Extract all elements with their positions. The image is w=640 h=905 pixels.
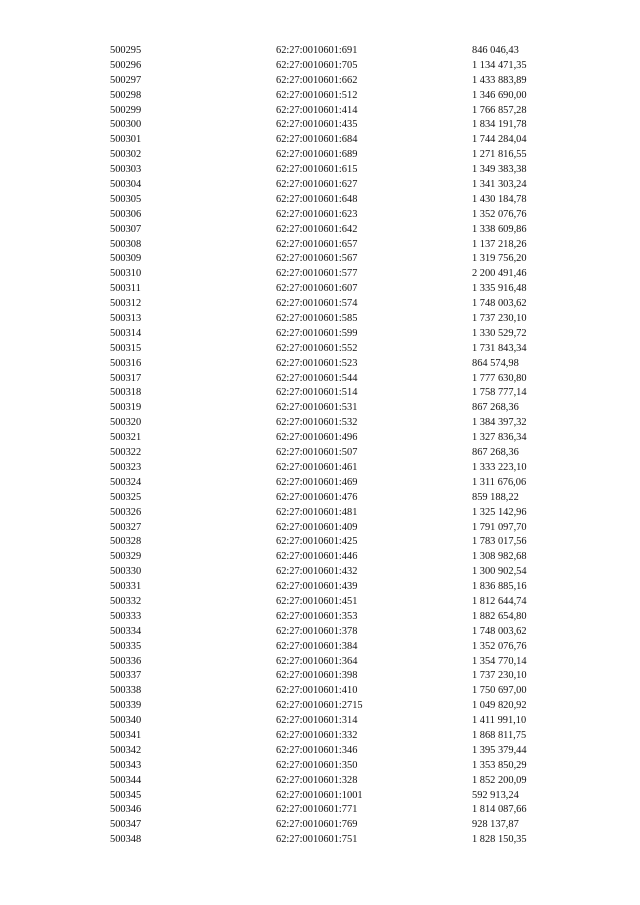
table-row: [110, 193, 550, 208]
table-row: [110, 521, 550, 536]
value-cell: 859 188,22: [472, 491, 519, 503]
value-cell: 1 352 076,76: [472, 208, 527, 220]
value-cell: 1 882 654,80: [472, 610, 527, 622]
value-cell: 1 354 770,14: [472, 655, 527, 667]
value-cell: 1 137 218,26: [472, 238, 527, 250]
cadastral-number-cell: 62:27:0010601:751: [276, 834, 358, 846]
cadastral-number-cell: 62:27:0010601:689: [276, 149, 358, 161]
row-id-cell: 500303: [110, 164, 142, 176]
value-cell: 1 791 097,70: [472, 521, 527, 533]
table-row: [110, 163, 550, 178]
table-row: [110, 431, 550, 446]
table-row: [110, 610, 550, 625]
row-id-cell: 500340: [110, 715, 142, 727]
value-cell: 867 268,36: [472, 447, 519, 459]
value-cell: 1 338 609,86: [472, 223, 527, 235]
cadastral-number-cell: 62:27:0010601:691: [276, 45, 358, 56]
cadastral-number-cell: 62:27:0010601:684: [276, 134, 358, 146]
value-cell: 1 352 076,76: [472, 640, 527, 652]
value-cell: 867 268,36: [472, 402, 519, 414]
cadastral-number-cell: 62:27:0010601:648: [276, 193, 358, 205]
row-id-cell: 500319: [110, 402, 142, 414]
value-cell: 1 395 379,44: [472, 744, 527, 756]
cadastral-number-cell: 62:27:0010601:332: [276, 729, 358, 741]
value-cell: 1 744 284,04: [472, 134, 527, 146]
cadastral-number-cell: 62:27:0010601:507: [276, 447, 358, 459]
table-row: [110, 803, 550, 818]
row-id-cell: 500305: [110, 193, 142, 205]
value-cell: 864 574,98: [472, 357, 519, 369]
table-row: [110, 342, 550, 357]
cadastral-number-cell: 62:27:0010601:481: [276, 506, 358, 518]
cadastral-number-cell: 62:27:0010601:2715: [276, 700, 363, 712]
cadastral-number-cell: 62:27:0010601:414: [276, 104, 358, 116]
table-row: [110, 476, 550, 491]
cadastral-number-cell: 62:27:0010601:432: [276, 566, 358, 578]
value-cell: 928 137,87: [472, 819, 519, 831]
cadastral-number-cell: 62:27:0010601:623: [276, 208, 358, 220]
row-id-cell: 500331: [110, 581, 142, 593]
row-id-cell: 500309: [110, 253, 142, 265]
table-row: [110, 535, 550, 550]
cadastral-number-cell: 62:27:0010601:531: [276, 402, 358, 414]
table-row: [110, 357, 550, 372]
row-id-cell: 500324: [110, 476, 142, 488]
table-row: [110, 729, 550, 744]
row-id-cell: 500307: [110, 223, 142, 235]
row-id-cell: 500304: [110, 179, 142, 191]
table-row: [110, 282, 550, 297]
value-cell: 1 430 184,78: [472, 193, 527, 205]
value-cell: 1 335 916,48: [472, 283, 527, 295]
row-id-cell: 500347: [110, 819, 142, 831]
row-id-cell: 500344: [110, 774, 142, 786]
value-cell: 1 311 676,06: [472, 476, 527, 488]
row-id-cell: 500336: [110, 655, 142, 667]
value-cell: 1 134 471,35: [472, 59, 527, 71]
row-id-cell: 500306: [110, 208, 142, 220]
table-row: [110, 312, 550, 327]
row-id-cell: 500314: [110, 327, 142, 339]
table-row: [110, 148, 550, 163]
table-row: [110, 327, 550, 342]
cadastral-number-cell: 62:27:0010601:328: [276, 774, 358, 786]
row-id-cell: 500337: [110, 670, 142, 682]
cadastral-number-cell: 62:27:0010601:451: [276, 595, 358, 607]
cadastral-number-cell: 62:27:0010601:585: [276, 313, 358, 325]
cadastral-number-cell: 62:27:0010601:512: [276, 89, 358, 101]
cadastral-number-cell: 62:27:0010601:615: [276, 164, 358, 176]
row-id-cell: 500339: [110, 700, 142, 712]
table-row: [110, 208, 550, 223]
cadastral-number-cell: 62:27:0010601:1001: [276, 789, 363, 801]
value-cell: 1 748 003,62: [472, 298, 527, 310]
cadastral-number-cell: 62:27:0010601:574: [276, 298, 358, 310]
row-id-cell: 500328: [110, 536, 142, 548]
value-cell: 1 868 811,75: [472, 729, 527, 741]
table-row: [110, 565, 550, 580]
value-cell: 846 046,43: [472, 45, 519, 56]
value-cell: 1 433 883,89: [472, 74, 527, 86]
table-row: [110, 297, 550, 312]
row-id-cell: 500325: [110, 491, 142, 503]
value-cell: 1 333 223,10: [472, 461, 527, 473]
cadastral-number-cell: 62:27:0010601:771: [276, 804, 358, 816]
row-id-cell: 500300: [110, 119, 142, 131]
cadastral-number-cell: 62:27:0010601:350: [276, 759, 358, 771]
row-id-cell: 500315: [110, 342, 142, 354]
row-id-cell: 500346: [110, 804, 142, 816]
value-cell: 1 731 843,34: [472, 342, 527, 354]
cadastral-number-cell: 62:27:0010601:577: [276, 268, 358, 280]
cadastral-number-cell: 62:27:0010601:567: [276, 253, 358, 265]
table-row: [110, 89, 550, 104]
cadastral-number-cell: 62:27:0010601:599: [276, 327, 358, 339]
cadastral-number-cell: 62:27:0010601:425: [276, 536, 358, 548]
table-row: [110, 44, 550, 59]
cadastral-number-cell: 62:27:0010601:705: [276, 59, 358, 71]
table-row: [110, 759, 550, 774]
cadastral-number-cell: 62:27:0010601:410: [276, 685, 358, 697]
table-row: [110, 416, 550, 431]
table-row: [110, 699, 550, 714]
row-id-cell: 500311: [110, 283, 141, 295]
value-cell: 2 200 491,46: [472, 268, 527, 280]
value-cell: 1 814 087,66: [472, 804, 527, 816]
row-id-cell: 500312: [110, 298, 142, 310]
cadastral-number-cell: 62:27:0010601:409: [276, 521, 358, 533]
table-row: [110, 461, 550, 476]
cadastral-number-cell: 62:27:0010601:384: [276, 640, 358, 652]
table-row: [110, 238, 550, 253]
cadastral-number-cell: 62:27:0010601:469: [276, 476, 358, 488]
row-id-cell: 500298: [110, 89, 142, 101]
table-row: [110, 655, 550, 670]
value-cell: 1 750 697,00: [472, 685, 527, 697]
table-row: [110, 774, 550, 789]
cadastral-number-cell: 62:27:0010601:476: [276, 491, 358, 503]
row-id-cell: 500334: [110, 625, 142, 637]
table-row: [110, 506, 550, 521]
table-row: [110, 744, 550, 759]
table-row: [110, 669, 550, 684]
table-row: [110, 74, 550, 89]
cadastral-number-cell: 62:27:0010601:523: [276, 357, 358, 369]
table-row: [110, 446, 550, 461]
table-row: [110, 684, 550, 699]
cadastral-number-cell: 62:27:0010601:544: [276, 372, 358, 384]
row-id-cell: 500295: [110, 45, 142, 56]
table-row: [110, 178, 550, 193]
value-cell: 1 411 991,10: [472, 715, 527, 727]
row-id-cell: 500321: [110, 432, 142, 444]
table-row: [110, 267, 550, 282]
value-cell: 1 327 836,34: [472, 432, 527, 444]
value-cell: 1 384 397,32: [472, 417, 527, 429]
cadastral-number-cell: 62:27:0010601:496: [276, 432, 358, 444]
value-cell: 1 325 142,96: [472, 506, 527, 518]
value-cell: 1 737 230,10: [472, 313, 527, 325]
row-id-cell: 500313: [110, 313, 142, 325]
row-id-cell: 500338: [110, 685, 142, 697]
table-row: [110, 252, 550, 267]
row-id-cell: 500318: [110, 387, 142, 399]
row-id-cell: 500342: [110, 744, 142, 756]
table-row: [110, 223, 550, 238]
row-id-cell: 500333: [110, 610, 142, 622]
cadastral-number-cell: 62:27:0010601:532: [276, 417, 358, 429]
value-cell: 1 758 777,14: [472, 387, 527, 399]
row-id-cell: 500316: [110, 357, 142, 369]
cadastral-number-cell: 62:27:0010601:398: [276, 670, 358, 682]
value-cell: 592 913,24: [472, 789, 519, 801]
cadastral-number-cell: 62:27:0010601:435: [276, 119, 358, 131]
cadastral-number-cell: 62:27:0010601:446: [276, 551, 358, 563]
row-id-cell: 500301: [110, 134, 142, 146]
value-cell: 1 748 003,62: [472, 625, 527, 637]
row-id-cell: 500299: [110, 104, 142, 116]
row-id-cell: 500335: [110, 640, 142, 652]
cadastral-number-cell: 62:27:0010601:364: [276, 655, 358, 667]
value-cell: 1 319 756,20: [472, 253, 527, 265]
cadastral-number-cell: 62:27:0010601:314: [276, 715, 358, 727]
table-row: [110, 625, 550, 640]
row-id-cell: 500341: [110, 729, 142, 741]
table-row: [110, 550, 550, 565]
cadastral-number-cell: 62:27:0010601:662: [276, 74, 358, 86]
table-row: [110, 133, 550, 148]
cadastral-number-cell: 62:27:0010601:346: [276, 744, 358, 756]
value-cell: 1 766 857,28: [472, 104, 527, 116]
row-id-cell: 500330: [110, 566, 142, 578]
cadastral-number-cell: 62:27:0010601:627: [276, 179, 358, 191]
value-cell: 1 737 230,10: [472, 670, 527, 682]
row-id-cell: 500348: [110, 834, 142, 846]
cadastral-number-cell: 62:27:0010601:514: [276, 387, 358, 399]
value-cell: 1 783 017,56: [472, 536, 527, 548]
cadastral-number-cell: 62:27:0010601:353: [276, 610, 358, 622]
row-id-cell: 500310: [110, 268, 142, 280]
table-row: [110, 595, 550, 610]
cadastral-number-cell: 62:27:0010601:378: [276, 625, 358, 637]
cadastral-number-cell: 62:27:0010601:439: [276, 581, 358, 593]
table-row: [110, 118, 550, 133]
value-cell: 1 330 529,72: [472, 327, 527, 339]
value-cell: 1 308 982,68: [472, 551, 527, 563]
cadastral-number-cell: 62:27:0010601:461: [276, 461, 358, 473]
row-id-cell: 500322: [110, 447, 142, 459]
row-id-cell: 500327: [110, 521, 142, 533]
row-id-cell: 500323: [110, 461, 142, 473]
row-id-cell: 500345: [110, 789, 142, 801]
row-id-cell: 500308: [110, 238, 142, 250]
value-cell: 1 834 191,78: [472, 119, 527, 131]
table-row: [110, 833, 550, 848]
value-cell: 1 346 690,00: [472, 89, 527, 101]
row-id-cell: 500326: [110, 506, 142, 518]
cadastral-number-cell: 62:27:0010601:552: [276, 342, 358, 354]
table-row: [110, 640, 550, 655]
row-id-cell: 500317: [110, 372, 142, 384]
cadastral-number-cell: 62:27:0010601:769: [276, 819, 358, 831]
row-id-cell: 500320: [110, 417, 142, 429]
value-cell: 1 300 902,54: [472, 566, 527, 578]
row-id-cell: 500297: [110, 74, 142, 86]
value-cell: 1 349 383,38: [472, 164, 527, 176]
value-cell: 1 836 885,16: [472, 581, 527, 593]
row-id-cell: 500296: [110, 59, 142, 71]
cadastral-number-cell: 62:27:0010601:642: [276, 223, 358, 235]
table-row: [110, 104, 550, 119]
value-cell: 1 353 850,29: [472, 759, 527, 771]
value-cell: 1 341 303,24: [472, 179, 527, 191]
value-cell: 1 049 820,92: [472, 700, 527, 712]
table-row: [110, 789, 550, 804]
value-cell: 1 852 200,09: [472, 774, 527, 786]
table-row: [110, 491, 550, 506]
table-row: [110, 401, 550, 416]
cadastral-number-cell: 62:27:0010601:607: [276, 283, 358, 295]
cadastral-number-cell: 62:27:0010601:657: [276, 238, 358, 250]
table-row: [110, 59, 550, 74]
value-cell: 1 828 150,35: [472, 834, 527, 846]
table-row: [110, 372, 550, 387]
row-id-cell: 500329: [110, 551, 142, 563]
value-cell: 1 812 644,74: [472, 595, 527, 607]
table-row: [110, 714, 550, 729]
value-cell: 1 271 816,55: [472, 149, 527, 161]
cadastral-value-table: [110, 44, 550, 848]
table-row: [110, 818, 550, 833]
value-cell: 1 777 630,80: [472, 372, 527, 384]
table-row: [110, 580, 550, 595]
table-row: [110, 386, 550, 401]
row-id-cell: 500343: [110, 759, 142, 771]
row-id-cell: 500302: [110, 149, 142, 161]
row-id-cell: 500332: [110, 595, 142, 607]
